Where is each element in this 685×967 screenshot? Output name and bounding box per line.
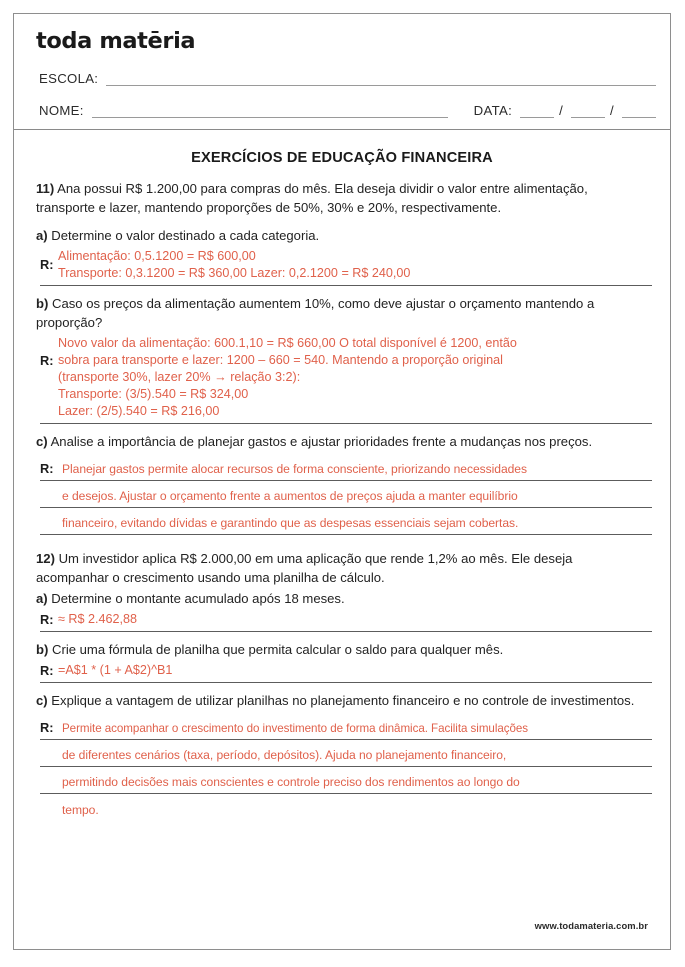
question-11a-letter: a) <box>36 227 48 243</box>
question-12a-prompt <box>36 590 648 609</box>
answer-12c-line-4-row[interactable] <box>40 794 652 821</box>
question-11b-prompt <box>36 295 648 333</box>
answer-label-12b: R: <box>40 662 54 678</box>
question-12c-letter: c) <box>36 692 48 708</box>
question-12a-text: Determine o montante acumulado após 18 meses. <box>51 590 345 606</box>
worksheet-content <box>14 150 670 821</box>
question-11b-letter: b) <box>36 295 49 311</box>
answer-12a <box>36 611 648 628</box>
answer-11a-rule <box>40 285 652 286</box>
answer-12c-line-3-row[interactable] <box>40 767 652 794</box>
answer-12a-rule <box>40 631 652 632</box>
answer-11c-line-1-row[interactable] <box>40 454 652 481</box>
answer-11b-line-3: (transporte 30%, lazer 20% → relação 3:2): <box>58 369 301 384</box>
answer-12b-line-1: =A$1 * (1 + A$2)^B1 <box>58 662 173 677</box>
brand-logo: toda matēria <box>36 28 196 54</box>
question-12-stem <box>36 550 648 588</box>
question-11c-prompt <box>36 433 648 452</box>
question-11a-text: Determine o valor destinado a cada categoria. <box>51 227 320 243</box>
question-12c-prompt <box>36 692 648 711</box>
date-day-line[interactable] <box>520 117 554 118</box>
question-11-stem <box>36 180 648 218</box>
answer-11c-line-1: Planejar gastos permite alocar recursos de forma consciente, priorizando necessidades <box>62 461 527 476</box>
answer-12a-text[interactable] <box>58 611 648 628</box>
page-title: EXERCÍCIOS DE EDUCAÇÃO FINANCEIRA <box>191 150 493 166</box>
question-12-number: 12) <box>36 550 55 566</box>
footer-website-url: www.todamateria.com.br <box>534 920 648 931</box>
answer-11a <box>36 248 648 282</box>
question-11a-prompt <box>36 227 648 246</box>
answer-11a-line-1: Alimentação: 0,5.1200 = R$ 600,00 <box>58 248 256 263</box>
date-year-line[interactable] <box>622 117 656 118</box>
question-11c-letter: c) <box>36 433 48 449</box>
date-separator-2: / <box>610 103 614 118</box>
answer-12c-line-3: permitindo decisões mais conscientes e controle preciso dos rendimentos ao longo do <box>62 774 520 789</box>
answer-11b-text[interactable] <box>58 335 648 420</box>
answer-12c-line-2-row[interactable] <box>40 740 652 767</box>
worksheet-page <box>13 13 671 950</box>
answer-12b-rule <box>40 682 652 683</box>
question-12b-prompt <box>36 641 648 660</box>
answer-12b-text[interactable] <box>58 662 648 679</box>
question-12-text: Um investidor aplica R$ 2.000,00 em uma aplicação que rende 1,2% ao mês. Ele deseja acompanhar o crescimento usando uma planilha de cálculo. <box>36 550 573 585</box>
name-date-field-row <box>39 104 656 118</box>
school-input-line[interactable] <box>106 85 656 86</box>
page-header <box>14 14 670 130</box>
answer-11c-line-3: financeiro, evitando dívidas e garantindo que as despesas essenciais sejam cobertas. <box>62 515 519 530</box>
question-12b-text: Crie uma fórmula de planilha que permita calcular o saldo para qualquer mês. <box>52 641 504 657</box>
answer-label-11b: R: <box>40 352 54 368</box>
answer-11c <box>36 454 648 535</box>
answer-11a-line-2: Transporte: 0,3.1200 = R$ 360,00 Lazer: 0,2.1200 = R$ 240,00 <box>58 265 411 280</box>
question-12a-letter: a) <box>36 590 48 606</box>
name-label: NOME: <box>39 103 84 118</box>
answer-12c-line-1: Permite acompanhar o crescimento do investimento de forma dinâmica. Facilita simulações <box>62 721 529 735</box>
answer-11b-line-4: Transporte: (3/5).540 = R$ 324,00 <box>58 386 249 401</box>
answer-12c-line-4: tempo. <box>62 802 99 817</box>
answer-11a-text[interactable] <box>58 248 648 282</box>
answer-11b <box>36 335 648 420</box>
answer-12b <box>36 662 648 679</box>
answer-label-11a: R: <box>40 257 54 273</box>
school-field-row <box>39 72 656 86</box>
question-12b-letter: b) <box>36 641 49 657</box>
answer-11c-line-2-row[interactable] <box>40 481 652 508</box>
date-label: DATA: <box>473 103 513 118</box>
answer-11b-line-1: Novo valor da alimentação: 600.1,10 = R$ 660,00 O total disponível é 1200, então <box>58 335 517 350</box>
answer-11b-line-5: Lazer: (2/5).540 = R$ 216,00 <box>58 403 220 418</box>
question-11-text: Ana possui R$ 1.200,00 para compras do mês. Ela deseja dividir o valor entre alimentação, transporte e lazer, mantendo proporções de 50%, 30% e 20%, respectivamente. <box>36 181 588 215</box>
answer-11b-rule <box>40 423 652 424</box>
answer-label-12a: R: <box>40 611 54 627</box>
answer-12c-line-1-row[interactable] <box>40 713 652 740</box>
question-11-number: 11) <box>36 181 55 196</box>
name-input-line[interactable] <box>92 117 448 118</box>
date-separator-1: / <box>559 103 564 118</box>
answer-11c-line-2: e desejos. Ajustar o orçamento frente a aumentos de preços ajuda a manter equilíbrio <box>62 488 518 503</box>
answer-label-12c: R: <box>40 719 54 735</box>
answer-11c-line-3-row[interactable] <box>40 508 652 535</box>
question-11b-text: Caso os preços da alimentação aumentem 10%, como deve ajustar o orçamento mantendo a proporção? <box>36 295 595 330</box>
date-month-line[interactable] <box>571 117 605 118</box>
answer-12a-line-1: ≈ R$ 2.462,88 <box>58 611 138 626</box>
question-12c-text: Explique a vantagem de utilizar planilhas no planejamento financeiro e no controle de investimentos. <box>51 692 635 708</box>
answer-label-11c: R: <box>40 460 54 476</box>
answer-11b-line-2: sobra para transporte e lazer: 1200 – 660 = 540. Mantendo a proporção original <box>58 352 503 367</box>
school-label: ESCOLA: <box>39 71 99 86</box>
answer-12c-line-2: de diferentes cenários (taxa, período, depósitos). Ajuda no planejamento financeiro, <box>62 747 507 762</box>
answer-12c <box>36 713 648 821</box>
question-11c-text: Analise a importância de planejar gastos e ajustar prioridades frente a mudanças nos preços. <box>50 433 593 449</box>
